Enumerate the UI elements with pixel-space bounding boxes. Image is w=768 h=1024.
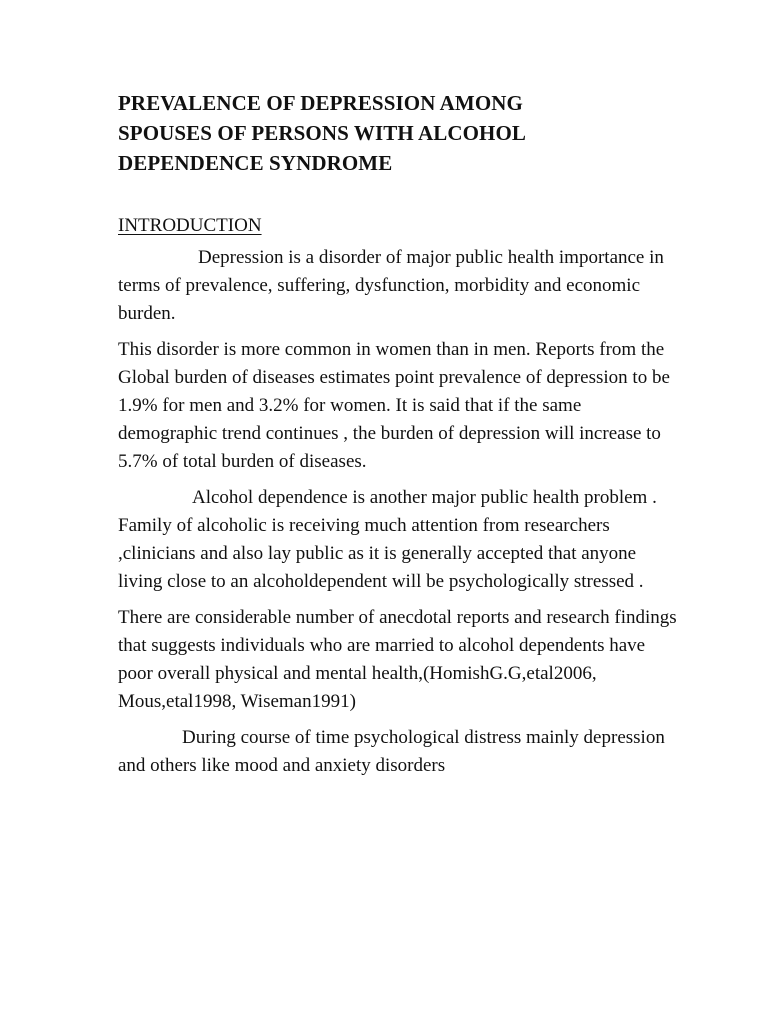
paragraph-4: There are considerable number of anecdotal reports and research findings that suggests individuals who are married to alcohol dependents have poor overall physical and mental health,(HomishG.G,etal2006, Mous,etal1998, Wiseman1991)	[118, 607, 677, 712]
paragraph-5: During course of time psychological distress mainly depression and others like mood and anxiety disorders	[118, 727, 665, 776]
paragraph-1: Depression is a disorder of major public health importance in terms of prevalence, suffering, dysfunction, morbidity and economic burden.	[118, 247, 664, 324]
document-page	[118, 88, 678, 780]
paragraph-3: Alcohol dependence is another major public health problem . Family of alcoholic is receiving much attention from researchers ,clinicians and also lay public as it is generally accepted that anyone living close to an alcoholdependent will be psychologically stressed .	[118, 487, 657, 592]
document-title: PREVALENCE OF DEPRESSION AMONG SPOUSES OF PERSONS WITH ALCOHOL DEPENDENCE SYNDROME	[118, 91, 527, 175]
paragraph-2: This disorder is more common in women than in men. Reports from the Global burden of diseases estimates point prevalence of depression to be 1.9% for men and 3.2% for women. It is said that if the same demographic trend continues , the burden of depression will increase to 5.7% of total burden of diseases.	[118, 339, 670, 472]
section-heading-introduction: INTRODUCTION	[118, 215, 262, 236]
